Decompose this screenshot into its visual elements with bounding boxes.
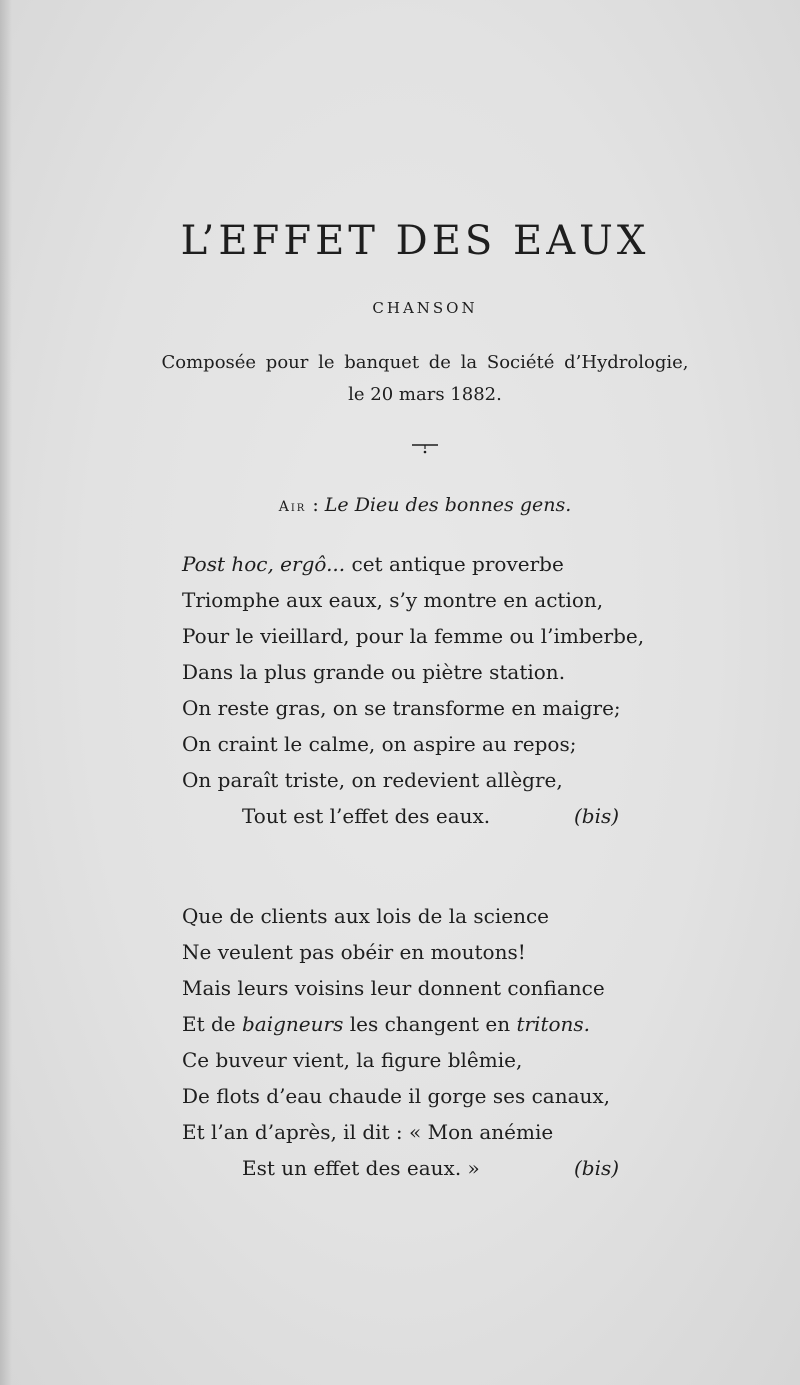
page-title: L’EFFET DES EAUX (180, 218, 650, 264)
subtitle: CHANSON (372, 299, 478, 317)
bis-marker: (bis) (574, 1156, 620, 1180)
refrain-line (182, 1150, 652, 1186)
air-separator: : (306, 494, 325, 516)
air-line (0, 494, 800, 516)
dedication-line-2: le 20 mars 1882. (348, 384, 502, 405)
verse-line: De flots d’eau chaude il gorge ses canaux, (182, 1084, 611, 1108)
air-label: Air (278, 499, 307, 515)
verse-line: Ne veulent pas obéir en moutons! (182, 940, 526, 964)
verse-text: les changent en (343, 1012, 517, 1036)
verse-line: Pour le vieillard, pour la femme ou l’imberbe, (182, 624, 645, 648)
air-tune: Le Dieu des bonnes gens. (324, 494, 572, 516)
verse-line: On paraît triste, on redevient allègre, (182, 768, 563, 792)
verse-line: Mais leurs voisins leur donnent confiance (182, 976, 605, 1000)
verse-text: cet antique proverbe (345, 552, 564, 576)
refrain-line (182, 798, 652, 834)
page-edge-shadow (0, 0, 12, 1385)
verse-italic: baigneurs (242, 1012, 344, 1036)
ornament-divider-icon (410, 441, 440, 455)
verse-line (182, 1006, 652, 1042)
verse-italic: Post hoc, ergô... (182, 552, 346, 576)
verse-text: Et de (182, 1012, 242, 1036)
bis-marker: (bis) (574, 804, 620, 828)
verse-line (182, 546, 652, 582)
stanza-1 (182, 546, 652, 834)
refrain-text: Tout est l’effet des eaux. (242, 804, 491, 828)
refrain-text: Est un effet des eaux. » (242, 1156, 480, 1180)
verse-line: Et l’an d’après, il dit : « Mon anémie (182, 1120, 554, 1144)
verse-line: On reste gras, on se transforme en maigre; (182, 696, 621, 720)
stanza-2 (182, 898, 652, 1186)
verse-line: Que de clients aux lois de la science (182, 904, 550, 928)
verse-line: Dans la plus grande ou piètre station. (182, 660, 566, 684)
dedication-line-1: Composée pour le banquet de la Société d’Hydrologie, (161, 352, 689, 373)
verse-line: Triomphe aux eaux, s’y montre en action, (182, 588, 604, 612)
verse-italic: tritons. (516, 1012, 591, 1036)
verse-line: On craint le calme, on aspire au repos; (182, 732, 577, 756)
verse-line: Ce buveur vient, la figure blêmie, (182, 1048, 523, 1072)
